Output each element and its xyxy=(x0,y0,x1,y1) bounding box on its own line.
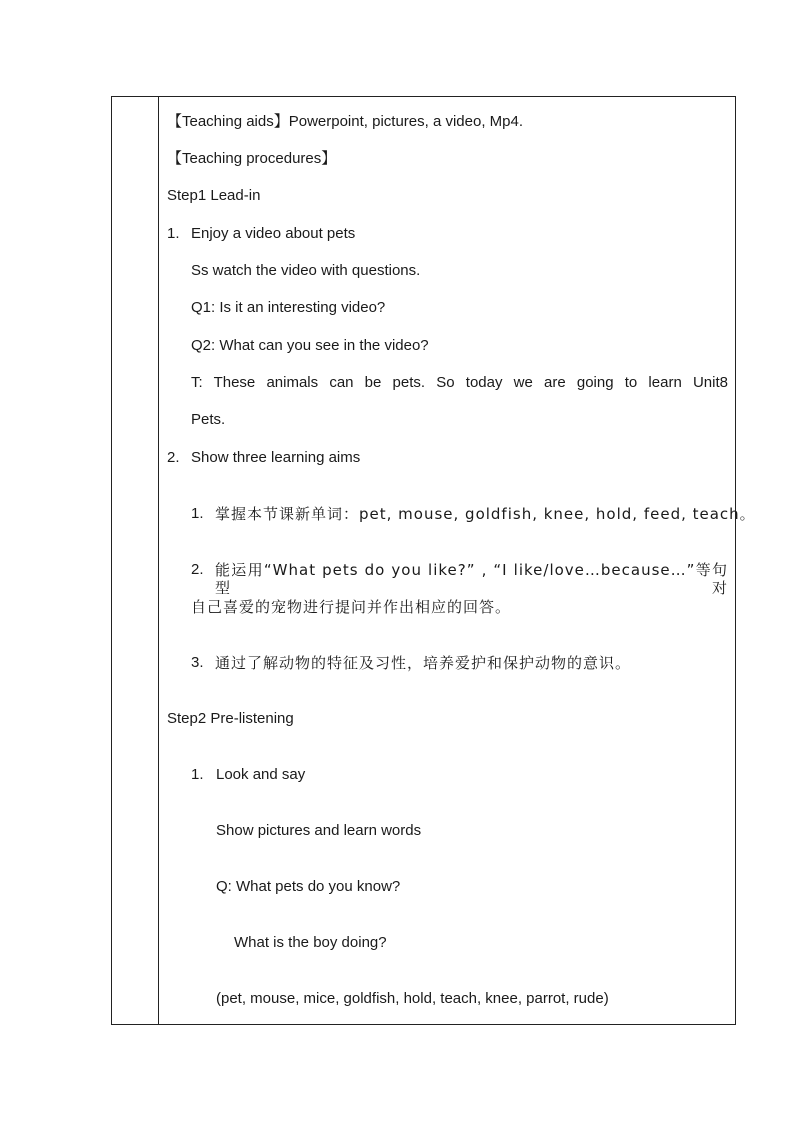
step1-item1-line: Q2: What can you see in the video? xyxy=(191,337,429,354)
aim-text: 掌握本节课新单词：pet, mouse, goldfish, knee, hold, feed, teach。 xyxy=(215,505,756,523)
step2-item1-number: 1. xyxy=(191,766,204,783)
step2-title: Step2 Pre-listening xyxy=(167,710,294,727)
step2-item1-line: What is the boy doing? xyxy=(234,934,387,951)
step2-item1-line: Q: What pets do you know? xyxy=(216,878,401,895)
aim-number: 3. xyxy=(191,654,204,671)
aim-text: 通过了解动物的特征及习性，培养爱护和保护动物的意识。 xyxy=(215,654,632,672)
step2-item1-text: Look and say xyxy=(216,766,306,783)
step1-item2-text: Show three learning aims xyxy=(191,449,361,466)
step1-item1-number: 1. xyxy=(167,225,180,242)
step1-item1-line: Ss watch the video with questions. xyxy=(191,262,421,279)
step2-item1-line: Show pictures and learn words xyxy=(216,822,422,839)
step1-item1-line: T: These animals can be pets. So today we are going to learn Unit8 xyxy=(191,374,728,391)
step1-item1-text: Enjoy a video about pets xyxy=(191,225,356,242)
aim-text: 能运用“What pets do you like?” , “I like/love…because…”等句型对 xyxy=(215,561,728,597)
step1-item1-line: Q1: Is it an interesting video? xyxy=(191,299,386,316)
aim-text-continued: 自己喜爱的宠物进行提问并作出相应的回答。 xyxy=(191,598,512,616)
step1-item2-number: 2. xyxy=(167,449,180,466)
step2-item1-line: (pet, mouse, mice, goldfish, hold, teach, knee, parrot, rude) xyxy=(216,990,609,1007)
teaching-aids: 【Teaching aids】Powerpoint, pictures, a video, Mp4. xyxy=(167,113,524,130)
aim-number: 1. xyxy=(191,505,204,522)
teaching-procedures-heading: 【Teaching procedures】 xyxy=(167,150,337,167)
label-column xyxy=(112,97,159,1024)
step1-item1-line: Pets. xyxy=(191,411,226,428)
step1-title: Step1 Lead-in xyxy=(167,187,261,204)
aim-number: 2. xyxy=(191,561,204,578)
